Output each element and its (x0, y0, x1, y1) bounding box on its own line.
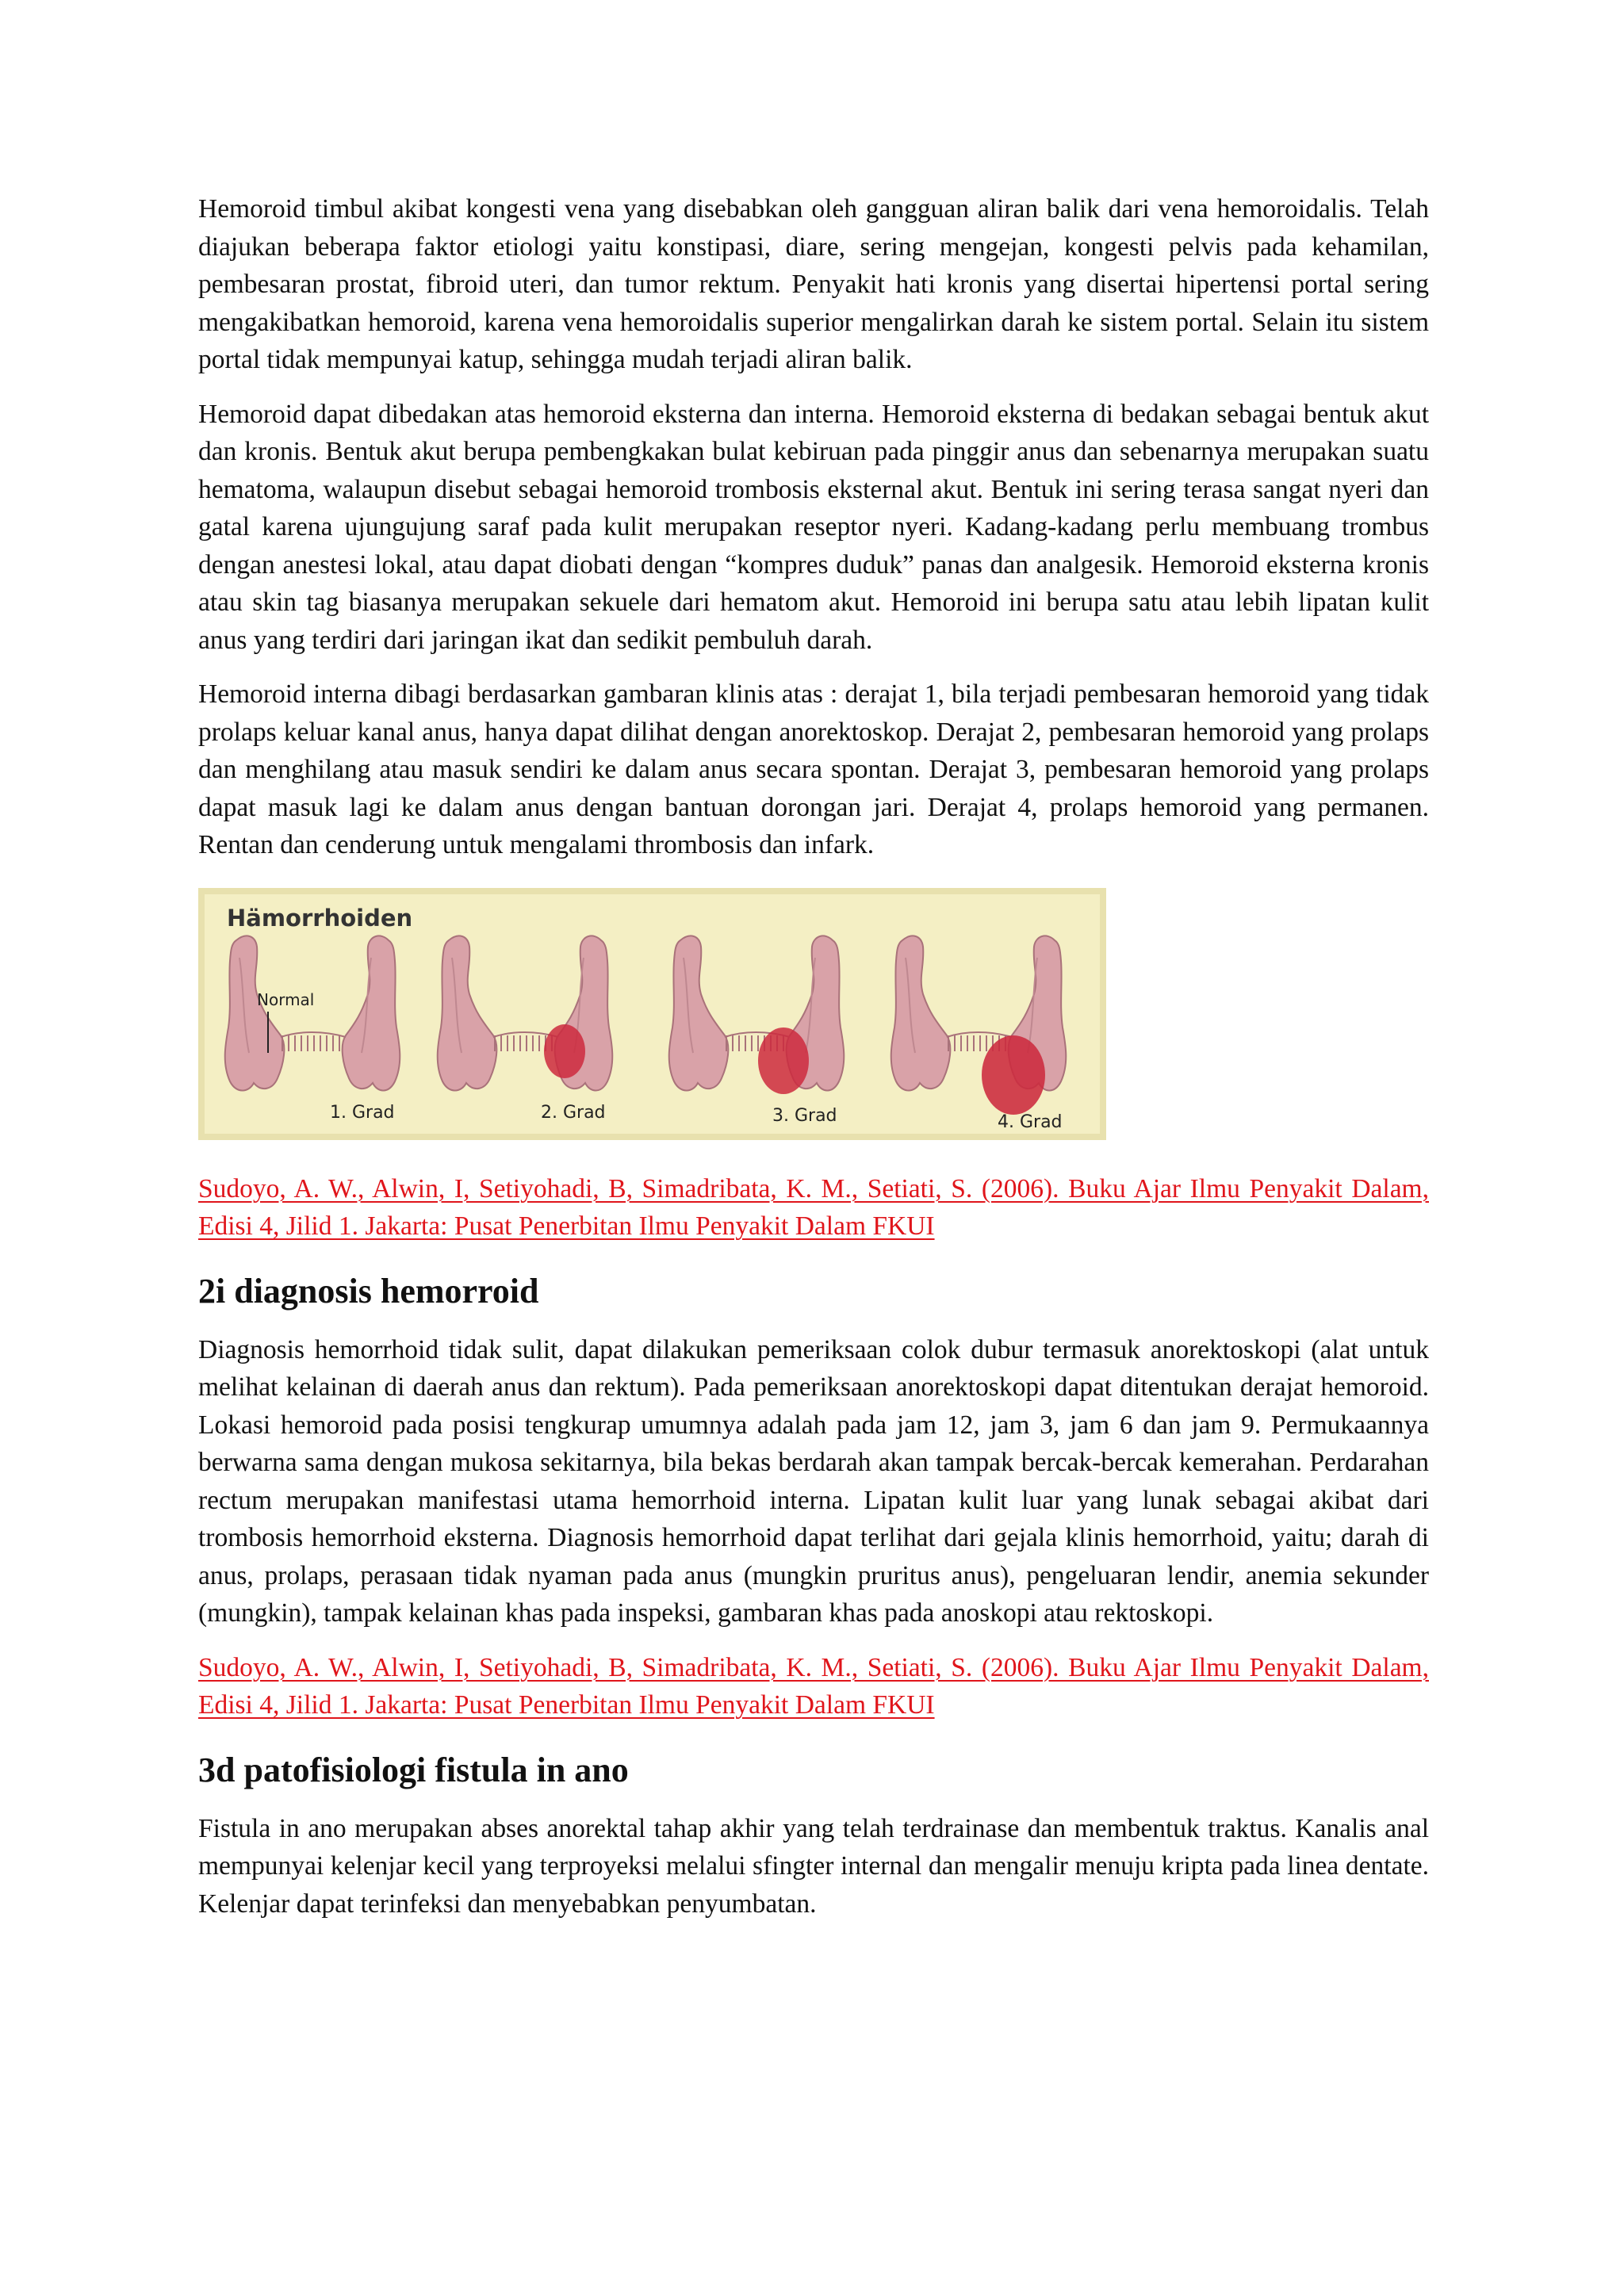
paragraph-external-hemorrhoid: Hemoroid dapat dibedakan atas hemoroid eksterna dan interna. Hemoroid eksterna di bedakan sebagai bentuk akut dan kronis. Bentuk akut berupa pembengkakan bulat kebiruan pada pinggir anus dan sebenarnya merupakan suatu hematoma, walaupun disebut sebagai hemoroid trombosis eksternal akut. Bentuk ini sering terasa sangat nyeri dan gatal karena ujungujung saraf pada kulit merupakan reseptor nyeri. Kadang-kadang perlu membuang trombus dengan anestesi lokal, atau dapat diobati dengan “kompres duduk” panas dan analgesik. Hemoroid eksterna kronis atau skin tag biasanya merupakan sekuele dari hematom akut. Hemoroid ini berupa satu atau lebih lipatan kulit anus yang terdiri dari jaringan ikat dan sedikit pembuluh darah. (198, 399, 1429, 655)
grade-4-label: 4. Grad (998, 1112, 1063, 1132)
panel-normal (225, 936, 400, 1090)
panel-grade-2 (438, 936, 613, 1090)
panel-grade-4 (891, 936, 1067, 1115)
paragraph-diagnosis: Diagnosis hemorrhoid tidak sulit, dapat dilakukan pemeriksaan colok dubur termasuk anorektoskopi (alat untuk melihat kelainan di daerah anus dan rektum). Pada pemeriksaan anorektoskopi dapat ditentukan derajat hemoroid. Lokasi hemoroid pada posisi tengkurap umumnya adalah pada jam 12, jam 3, jam 6 dan jam 9. Permukaannya berwarna sama dengan mukosa sekitarnya, bila bekas berdarah akan tampak bercak-bercak kemerahan. Perdarahan rectum merupakan manifestasi utama hemorrhoid interna. Lipatan kulit luar yang lunak sebagai akibat dari trombosis hemorrhoid eksterna. Diagnosis hemorrhoid dapat terlihat dari gejala klinis hemorrhoid, yaitu; darah di anus, prolaps, perasaan tidak nyaman pada anus (mungkin pruritus anus), pengeluaran lendir, anemia sekunder (mungkin), tampak kelainan khas pada inspeksi, gambaran khas pada anoskopi atau rektoskopi. (198, 1334, 1429, 1628)
hemorrhoid-grade-4 (982, 1035, 1045, 1115)
figure-title: Hämorrhoiden (227, 904, 413, 932)
panel-grade-3 (669, 936, 845, 1094)
paragraph-etiology: Hemoroid timbul akibat kongesti vena yang disebabkan oleh gangguan aliran balik dari vena hemoroidalis. Telah diajukan beberapa faktor etiologi yaitu konstipasi, diare, sering mengejan, kongesti pelvis pada kehamilan, pembesaran prostat, fibroid uteri, dan tumor rektum. Penyakit hati kronis yang disertai hipertensi portal sering mengakibatkan hemoroid, karena vena hemoroidalis superior mengalirkan darah ke sistem portal. Selain itu sistem portal tidak mempunyai katup, sehingga mudah terjadi aliran balik. (198, 194, 1429, 374)
grade-3-label: 3. Grad (772, 1105, 837, 1126)
paragraph-internal-grades: Hemoroid interna dibagi berdasarkan gambaran klinis atas : derajat 1, bila terjadi pembesaran hemoroid yang tidak prolaps keluar kanal anus, hanya dapat dilihat dengan anorektoskop. Derajat 2, pembesaran hemoroid yang prolaps dan menghilang atau masuk sendiri ke dalam anus secara spontan. Derajat 3, pembesaran hemoroid yang prolaps dapat masuk lagi ke dalam anus dengan bantuan dorongan jari. Derajat 4, prolaps hemoroid yang permanen. Rentan dan cenderung untuk mengalami thrombosis dan infark. (198, 679, 1429, 859)
hemorrhoid-grades-illustration (205, 894, 1100, 1134)
normal-label: Normal (257, 989, 315, 1009)
hemorrhoid-grade-2 (544, 1024, 585, 1078)
hemorrhoid-grade-3 (758, 1027, 809, 1094)
paragraph-fistula: Fistula in ano merupakan abses anorektal tahap akhir yang telah terdrainase dan membentuk traktus. Kanalis anal mempunyai kelenjar kecil yang terproyeksi melalui sfingter internal dan mengalir menuju kripta pada linea dentate. Kelenjar dapat terinfeksi dan menyebabkan penyumbatan. (198, 1813, 1429, 1919)
reference-link-2[interactable]: Sudoyo, A. W., Alwin, I, Setiyohadi, B, Simadribata, K. M., Setiati, S. (2006). Buku Ajar Ilmu Penyakit Dalam, Edisi 4, Jilid 1. Jakarta: Pusat Penerbitan Ilmu Penyakit Dalam FKUI (198, 1652, 1429, 1720)
heading-fistula: 3d patofisiologi fistula in ano (198, 1750, 629, 1789)
grade-2-label: 2. Grad (541, 1102, 606, 1123)
reference-link-1[interactable]: Sudoyo, A. W., Alwin, I, Setiyohadi, B, Simadribata, K. M., Setiati, S. (2006). Buku Ajar Ilmu Penyakit Dalam, Edisi 4, Jilid 1. Jakarta: Pusat Penerbitan Ilmu Penyakit Dalam FKUI (198, 1173, 1429, 1241)
heading-diagnosis: 2i diagnosis hemorroid (198, 1271, 539, 1311)
document-page (198, 190, 1429, 1939)
grade-1-label: 1. Grad (330, 1102, 395, 1123)
hemorrhoid-grades-figure (198, 888, 1106, 1140)
